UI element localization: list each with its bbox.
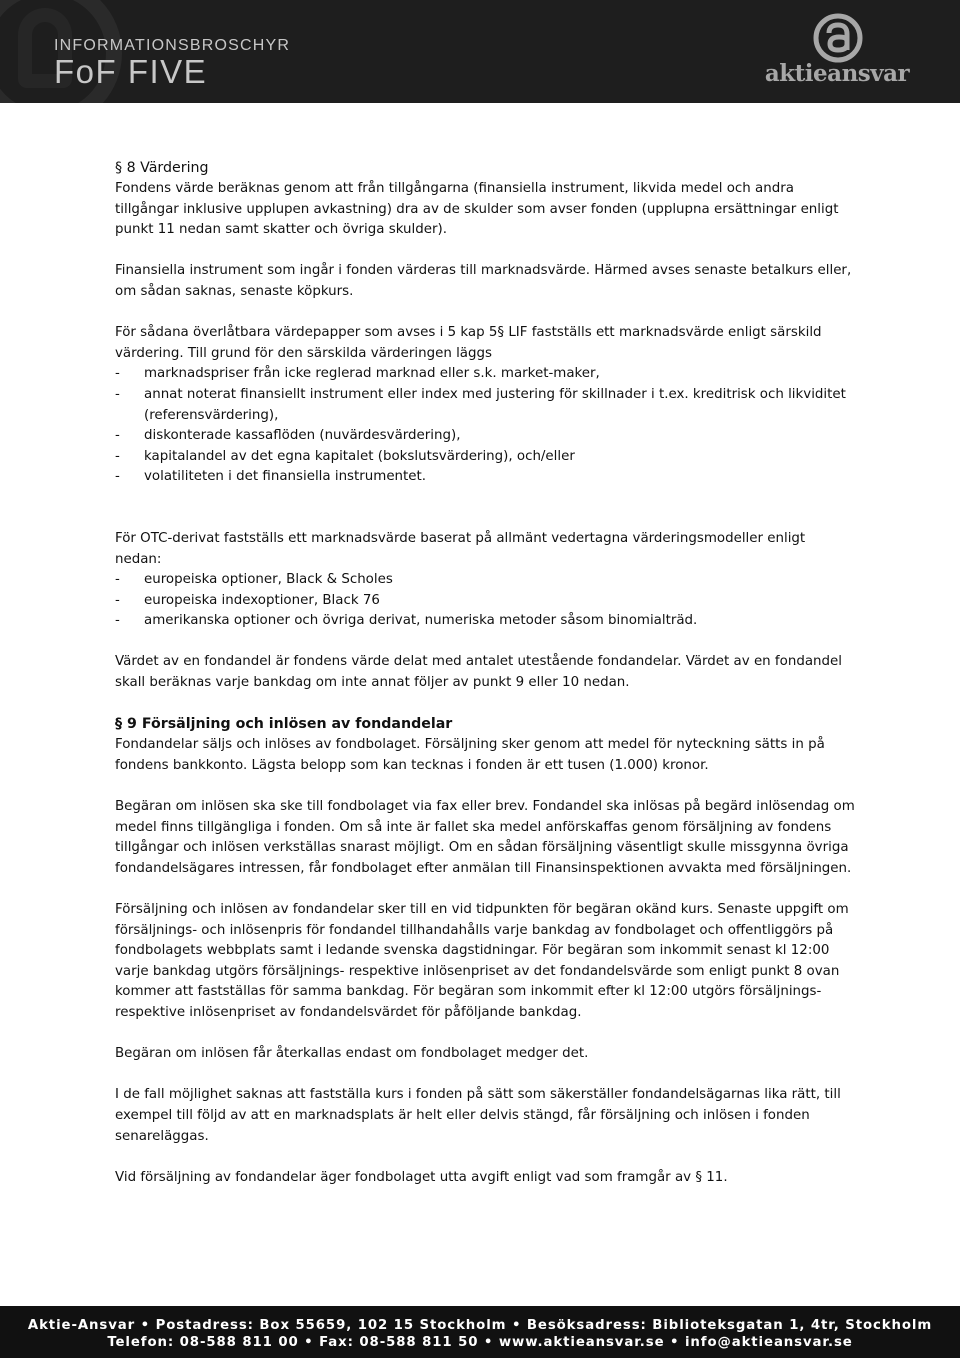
- otc-derivatives-paragraph: För OTC-derivat fastställs ett marknadsvärde baserat på allmänt vedertagna värderingsmodeller enligt nedan:: [115, 530, 806, 567]
- list-item: - annat noterat finansiellt instrument eller index med justering för skillnader i t.ex. kreditrisk och likviditet (referensvärdering),: [115, 385, 855, 426]
- list-item: - diskonterade kassaflöden (nuvärdesvärdering),: [115, 426, 855, 447]
- list-item: - marknadspriser från icke reglerad marknad eller s.k. market-maker,: [115, 364, 855, 385]
- footer-contact: Telefon: 08-588 811 00 • Fax: 08-588 811 50 • www.aktieansvar.se • info@aktieansvar.se: [107, 1335, 853, 1350]
- list-item: - volatiliteten i det finansiella instrumentet.: [115, 467, 855, 488]
- page-header: [0, 0, 960, 103]
- postponement-paragraph: I de fall möjlighet saknas att fastställa kurs i fonden på sätt som säkerställer fondandelsägarnas lika rätt, till exempel till följd av att en marknadsplats är helt eller delvis stängd, får försäljning och inlösen i fonden senareläggas.: [115, 1087, 841, 1144]
- section-8-heading: § 8 Värdering: [115, 160, 209, 176]
- otc-models-list: [115, 570, 855, 632]
- list-item: - kapitalandel av det egna kapitalet (bokslutsvärdering), och/eller: [115, 447, 855, 468]
- pricing-paragraph: Försäljning och inlösen av fondandelar sker till en vid tidpunkten för begäran okänd kurs. Senaste uppgift om försäljnings- och inlösenpris för fondandel tillhandahålls varje bankdag av fondbolaget och offentliggörs på fondbolagets webbplats samt i ledande svenska dagstidningar. För begäran som inkommit senast kl 12:00 varje bankdag utgörs försäljnings- respektive inlösenpriset av det fondandelsvärde som enligt punkt 8 ovan kommer att fastställas för samma bankdag. För begäran som inkommit efter kl 12:00 utgörs försäljnings- respektive inlösenpriset av fondandelsvärdet för påföljande bankdag.: [115, 902, 849, 1020]
- footer-address: Aktie-Ansvar • Postadress: Box 55659, 102 15 Stockholm • Besöksadress: Biblioteksgatan 1, 4tr, Stockholm: [27, 1318, 933, 1333]
- special-valuation-list: [115, 364, 855, 488]
- list-item: - europeiska optioner, Black & Scholes: [115, 570, 855, 591]
- section-9-heading: § 9 Försäljning och inlösen av fondandelar: [115, 716, 453, 733]
- document-type-label: INFORMATIONSBROSCHYR: [54, 37, 291, 54]
- fee-paragraph: Vid försäljning av fondandelar äger fondbolaget utta avgift enligt vad som framgår av § 11.: [115, 1169, 728, 1185]
- list-item: - amerikanska optioner och övriga derivat, numeriska metoder såsom binomialträd.: [115, 611, 855, 632]
- subscription-paragraph: Fondandelar säljs och inlöses av fondbolaget. Försäljning sker genom att medel för nyteckning sätts in på fondens bankkonto. Lägsta belopp som kan tecknas i fonden är ett tusen (1.000) kronor.: [115, 737, 825, 773]
- special-valuation-paragraph: För sådana överlåtbara värdepapper som avses i 5 kap 5§ LIF fastställs ett marknadsvärde enligt särskild värdering. Till grund för den särskilda värderingen läggs: [115, 325, 822, 361]
- redemption-request-paragraph: Begäran om inlösen ska ske till fondbolaget via fax eller brev. Fondandel ska inlösas på begärd inlösendag om medel finns tillgängliga i fonden. Om så inte är fallet ska medel anförskaffas genom försäljning av fondens tillgångar och inlösen verkställas snarast möjligt. Om en sådan försäljning väsentligt skulle missgynna övriga fondandelsägares intressen, får fondbolaget efter anmälan till Finansinspektionen avvakta med försäljningen.: [115, 799, 855, 876]
- aktieansvar-logo-icon: [812, 12, 864, 64]
- list-item: - europeiska indexoptioner, Black 76: [115, 591, 855, 612]
- withdrawal-paragraph: Begäran om inlösen får återkallas endast om fondbolaget medger det.: [115, 1046, 589, 1062]
- market-value-paragraph: Finansiella instrument som ingår i fonden värderas till marknadsvärde. Härmed avses senaste betalkurs eller, om sådan saknas, senaste köpkurs.: [115, 263, 852, 299]
- document-body: [115, 158, 855, 1188]
- aktieansvar-logo: [756, 10, 916, 90]
- section-8-intro: Fondens värde beräknas genom att från tillgångarna (finansiella instrument, likvida medel och andra tillgångar inklusive upplupen avkastning) dra av de skulder som avser fonden (upplupna ersättningar enligt punkt 11 nedan samt skatter och övriga skulder).: [115, 181, 839, 238]
- page-footer: [0, 1306, 960, 1358]
- unit-value-paragraph: Värdet av en fondandel är fondens värde delat med antalet utestående fondandelar. Värdet av en fondandel skall beräknas varje bankdag om inte annat följer av punkt 9 eller 10 nedan.: [115, 654, 842, 691]
- logo-wordmark: aktieansvar: [764, 60, 910, 87]
- fund-title: FoF FIVE: [54, 53, 208, 90]
